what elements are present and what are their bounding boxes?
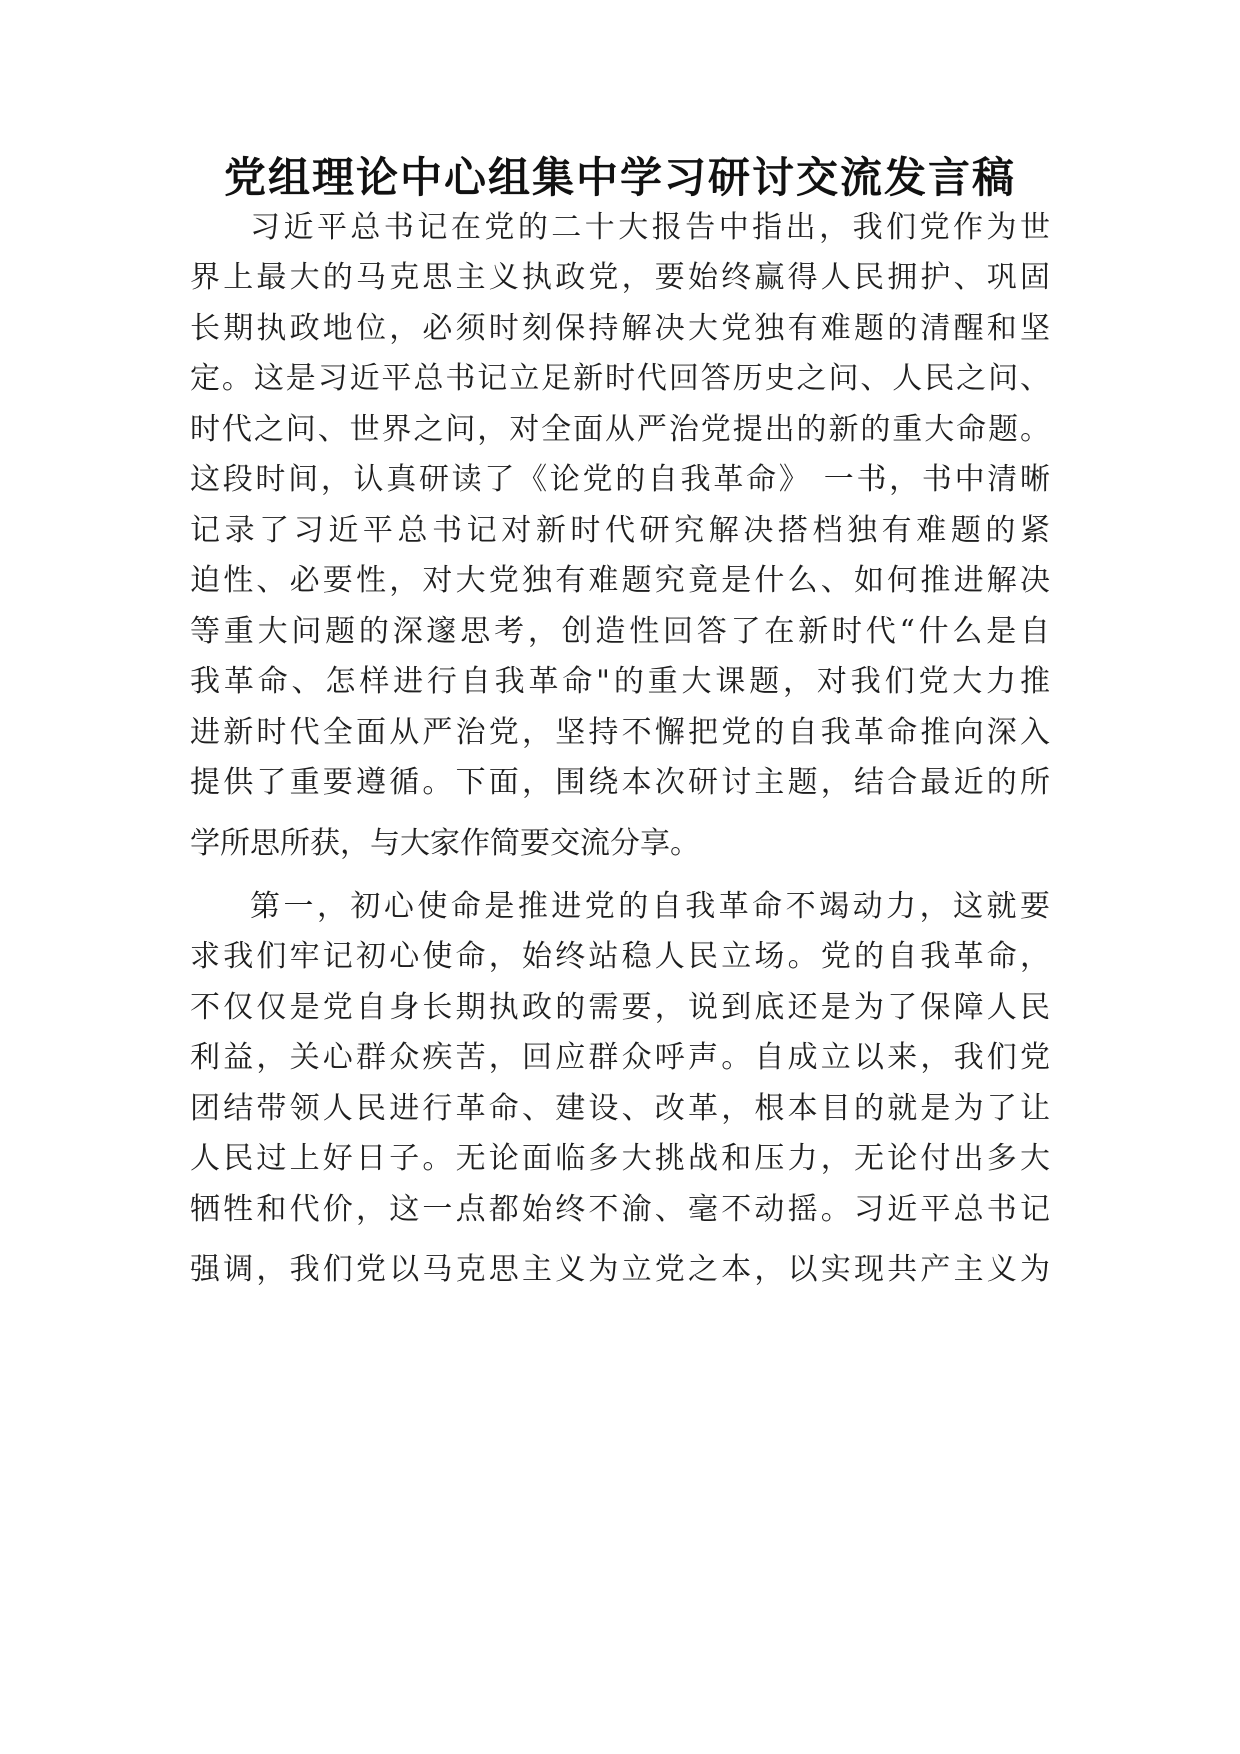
paragraph-2-line-3: 不仅仅是党自身长期执政的需要，说到底还是为了保障人民 [190, 990, 1050, 1025]
paragraph-1-line-8: 迫性、必要性，对大党独有难题究竟是什么、如何推进解决 [190, 563, 1050, 598]
paragraph-1-line-1: 习近平总书记在党的二十大报告中指出，我们党作为世 [250, 210, 1050, 245]
paragraph-2-line-1: 第一，初心使命是推进党的自我革命不竭动力，这就要 [250, 889, 1050, 924]
paragraph-2-line-4: 利益，关心群众疾苦，回应群众呼声。自成立以来，我们党 [190, 1040, 1050, 1075]
paragraph-1-line-13: 学所思所获，与大家作简要交流分享。 [190, 826, 700, 861]
paragraph-1-line-7: 记录了习近平总书记对新时代研究解决搭档独有难题的紧 [190, 513, 1050, 548]
paragraph-2-line-7: 牺牲和代价，这一点都始终不渝、毫不动摇。习近平总书记 [190, 1192, 1050, 1227]
document-title: 党组理论中心组集中学习研讨交流发言稿 [223, 153, 1016, 202]
paragraph-2-line-6: 人民过上好日子。无论面临多大挑战和压力，无论付出多大 [190, 1141, 1050, 1176]
paragraph-2-line-5: 团结带领人民进行革命、建设、改革，根本目的就是为了让 [190, 1091, 1050, 1126]
paragraph-1-line-12: 提供了重要遵循。下面，围绕本次研讨主题，结合最近的所 [190, 765, 1050, 800]
paragraph-1-line-9: 等重大问题的深邃思考，创造性回答了在新时代“什么是自 [190, 614, 1050, 649]
paragraph-1-line-6: 这段时间，认真研读了《论党的自我革命》 一书，书中清晰 [190, 462, 1050, 497]
paragraph-1-line-2: 界上最大的马克思主义执政党，要始终赢得人民拥护、巩固 [190, 260, 1050, 295]
paragraph-2-line-2: 求我们牢记初心使命，始终站稳人民立场。党的自我革命， [190, 939, 1050, 974]
paragraph-2-line-8: 强调，我们党以马克思主义为立党之本，以实现共产主义为 [190, 1252, 1050, 1287]
paragraph-1-line-3: 长期执政地位，必须时刻保持解决大党独有难题的清醒和坚 [190, 311, 1050, 346]
paragraph-1-line-4: 定。这是习近平总书记立足新时代回答历史之问、人民之问、 [190, 361, 1050, 396]
paragraph-1-line-10: 我革命、怎样进行自我革命"的重大课题，对我们党大力推 [190, 664, 1050, 699]
paragraph-1-line-5: 时代之问、世界之问，对全面从严治党提出的新的重大命题。 [190, 412, 1050, 447]
paragraph-1-line-11: 进新时代全面从严治党，坚持不懈把党的自我革命推向深入 [190, 715, 1050, 750]
